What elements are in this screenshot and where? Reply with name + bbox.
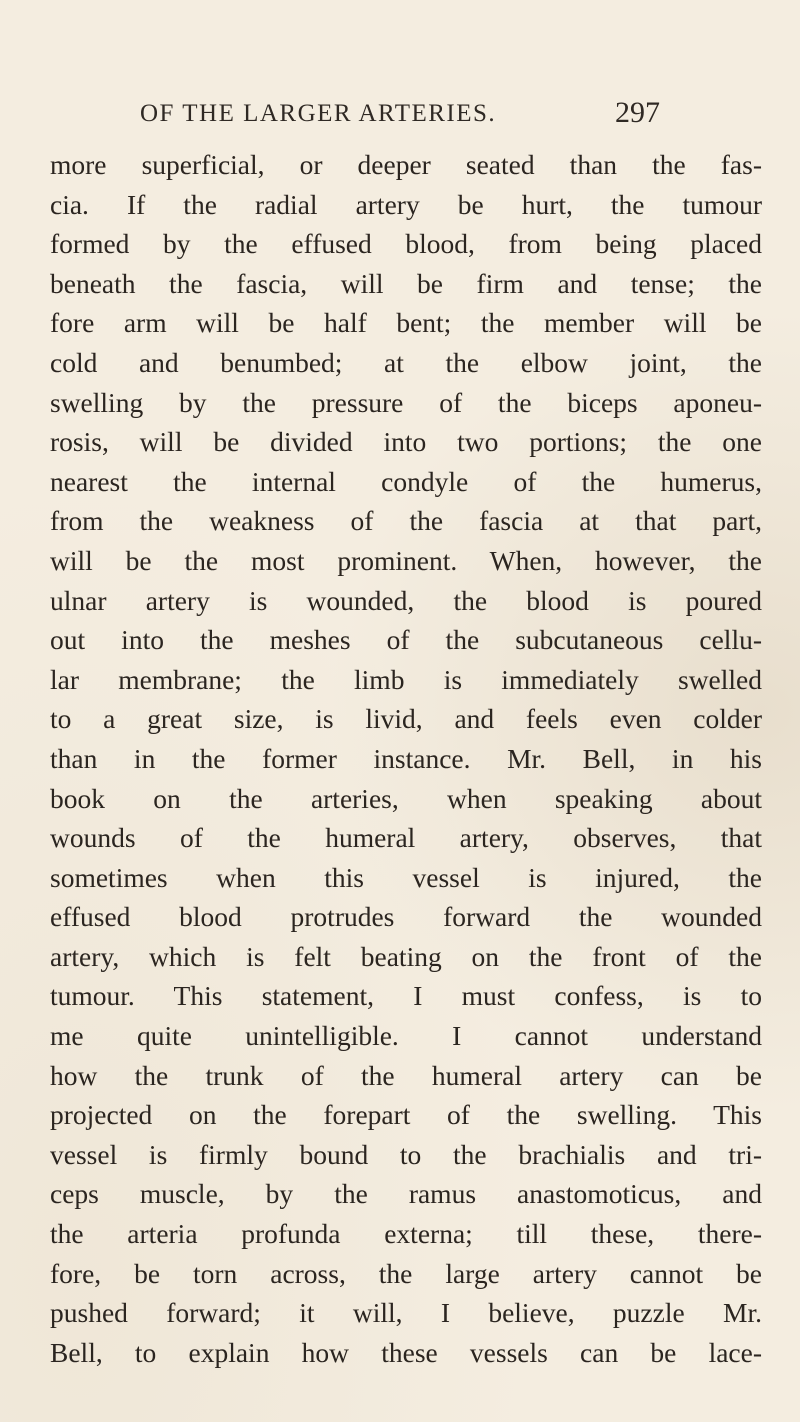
text-line: me quite unintelligible. I cannot understand [50, 1020, 762, 1052]
text-line: fore arm will be half bent; the member will be [50, 307, 762, 339]
text-line: effused blood protrudes forward the wounded [50, 901, 762, 933]
page-number: 297 [615, 96, 660, 129]
body-text [50, 145, 762, 1372]
text-line: how the trunk of the humeral artery can be [50, 1059, 762, 1091]
text-line: to a great size, is livid, and feels even colder [50, 703, 762, 735]
text-line: ceps muscle, by the ramus anastomoticus, and [50, 1178, 762, 1210]
text-line: rosis, will be divided into two portions; the one [50, 426, 762, 458]
running-title: OF THE LARGER ARTERIES. [140, 100, 497, 127]
text-line: more superficial, or deeper seated than the fas- [50, 149, 762, 180]
text-line: artery, which is felt beating on the front of the [50, 940, 762, 972]
text-line: fore, be torn across, the large artery cannot be [50, 1257, 762, 1289]
text-line: nearest the internal condyle of the humerus, [50, 465, 762, 497]
text-line: book on the arteries, when speaking about [50, 782, 762, 814]
text-line: vessel is firmly bound to the brachialis and tri- [50, 1138, 762, 1170]
text-line: beneath the fascia, will be firm and tense; the [50, 267, 762, 299]
text-line: sometimes when this vessel is injured, the [50, 861, 762, 893]
text-line: tumour. This statement, I must confess, is to [50, 980, 762, 1012]
text-line: projected on the forepart of the swelling. This [50, 1099, 762, 1131]
text-line: pushed forward; it will, I believe, puzzle Mr. [50, 1297, 762, 1329]
text-line: wounds of the humeral artery, observes, that [50, 822, 762, 854]
text-line: cold and benumbed; at the elbow joint, the [50, 346, 762, 378]
text-line: Bell, to explain how these vessels can be lace- [50, 1336, 762, 1368]
text-line: out into the meshes of the subcutaneous cellu- [50, 624, 762, 656]
text-line: than in the former instance. Mr. Bell, in his [50, 742, 762, 774]
text-line: the arteria profunda externa; till these, there- [50, 1218, 762, 1250]
text-line: lar membrane; the limb is immediately swelled [50, 663, 762, 695]
text-line: cia. If the radial artery be hurt, the tumour [50, 188, 762, 220]
text-line: swelling by the pressure of the biceps aponeu- [50, 386, 762, 418]
text-line: from the weakness of the fascia at that part, [50, 505, 762, 537]
text-line: will be the most prominent. When, however, the [50, 544, 762, 576]
running-head [140, 96, 660, 136]
text-line: formed by the effused blood, from being placed [50, 228, 762, 260]
text-line: ulnar artery is wounded, the blood is poured [50, 584, 762, 616]
